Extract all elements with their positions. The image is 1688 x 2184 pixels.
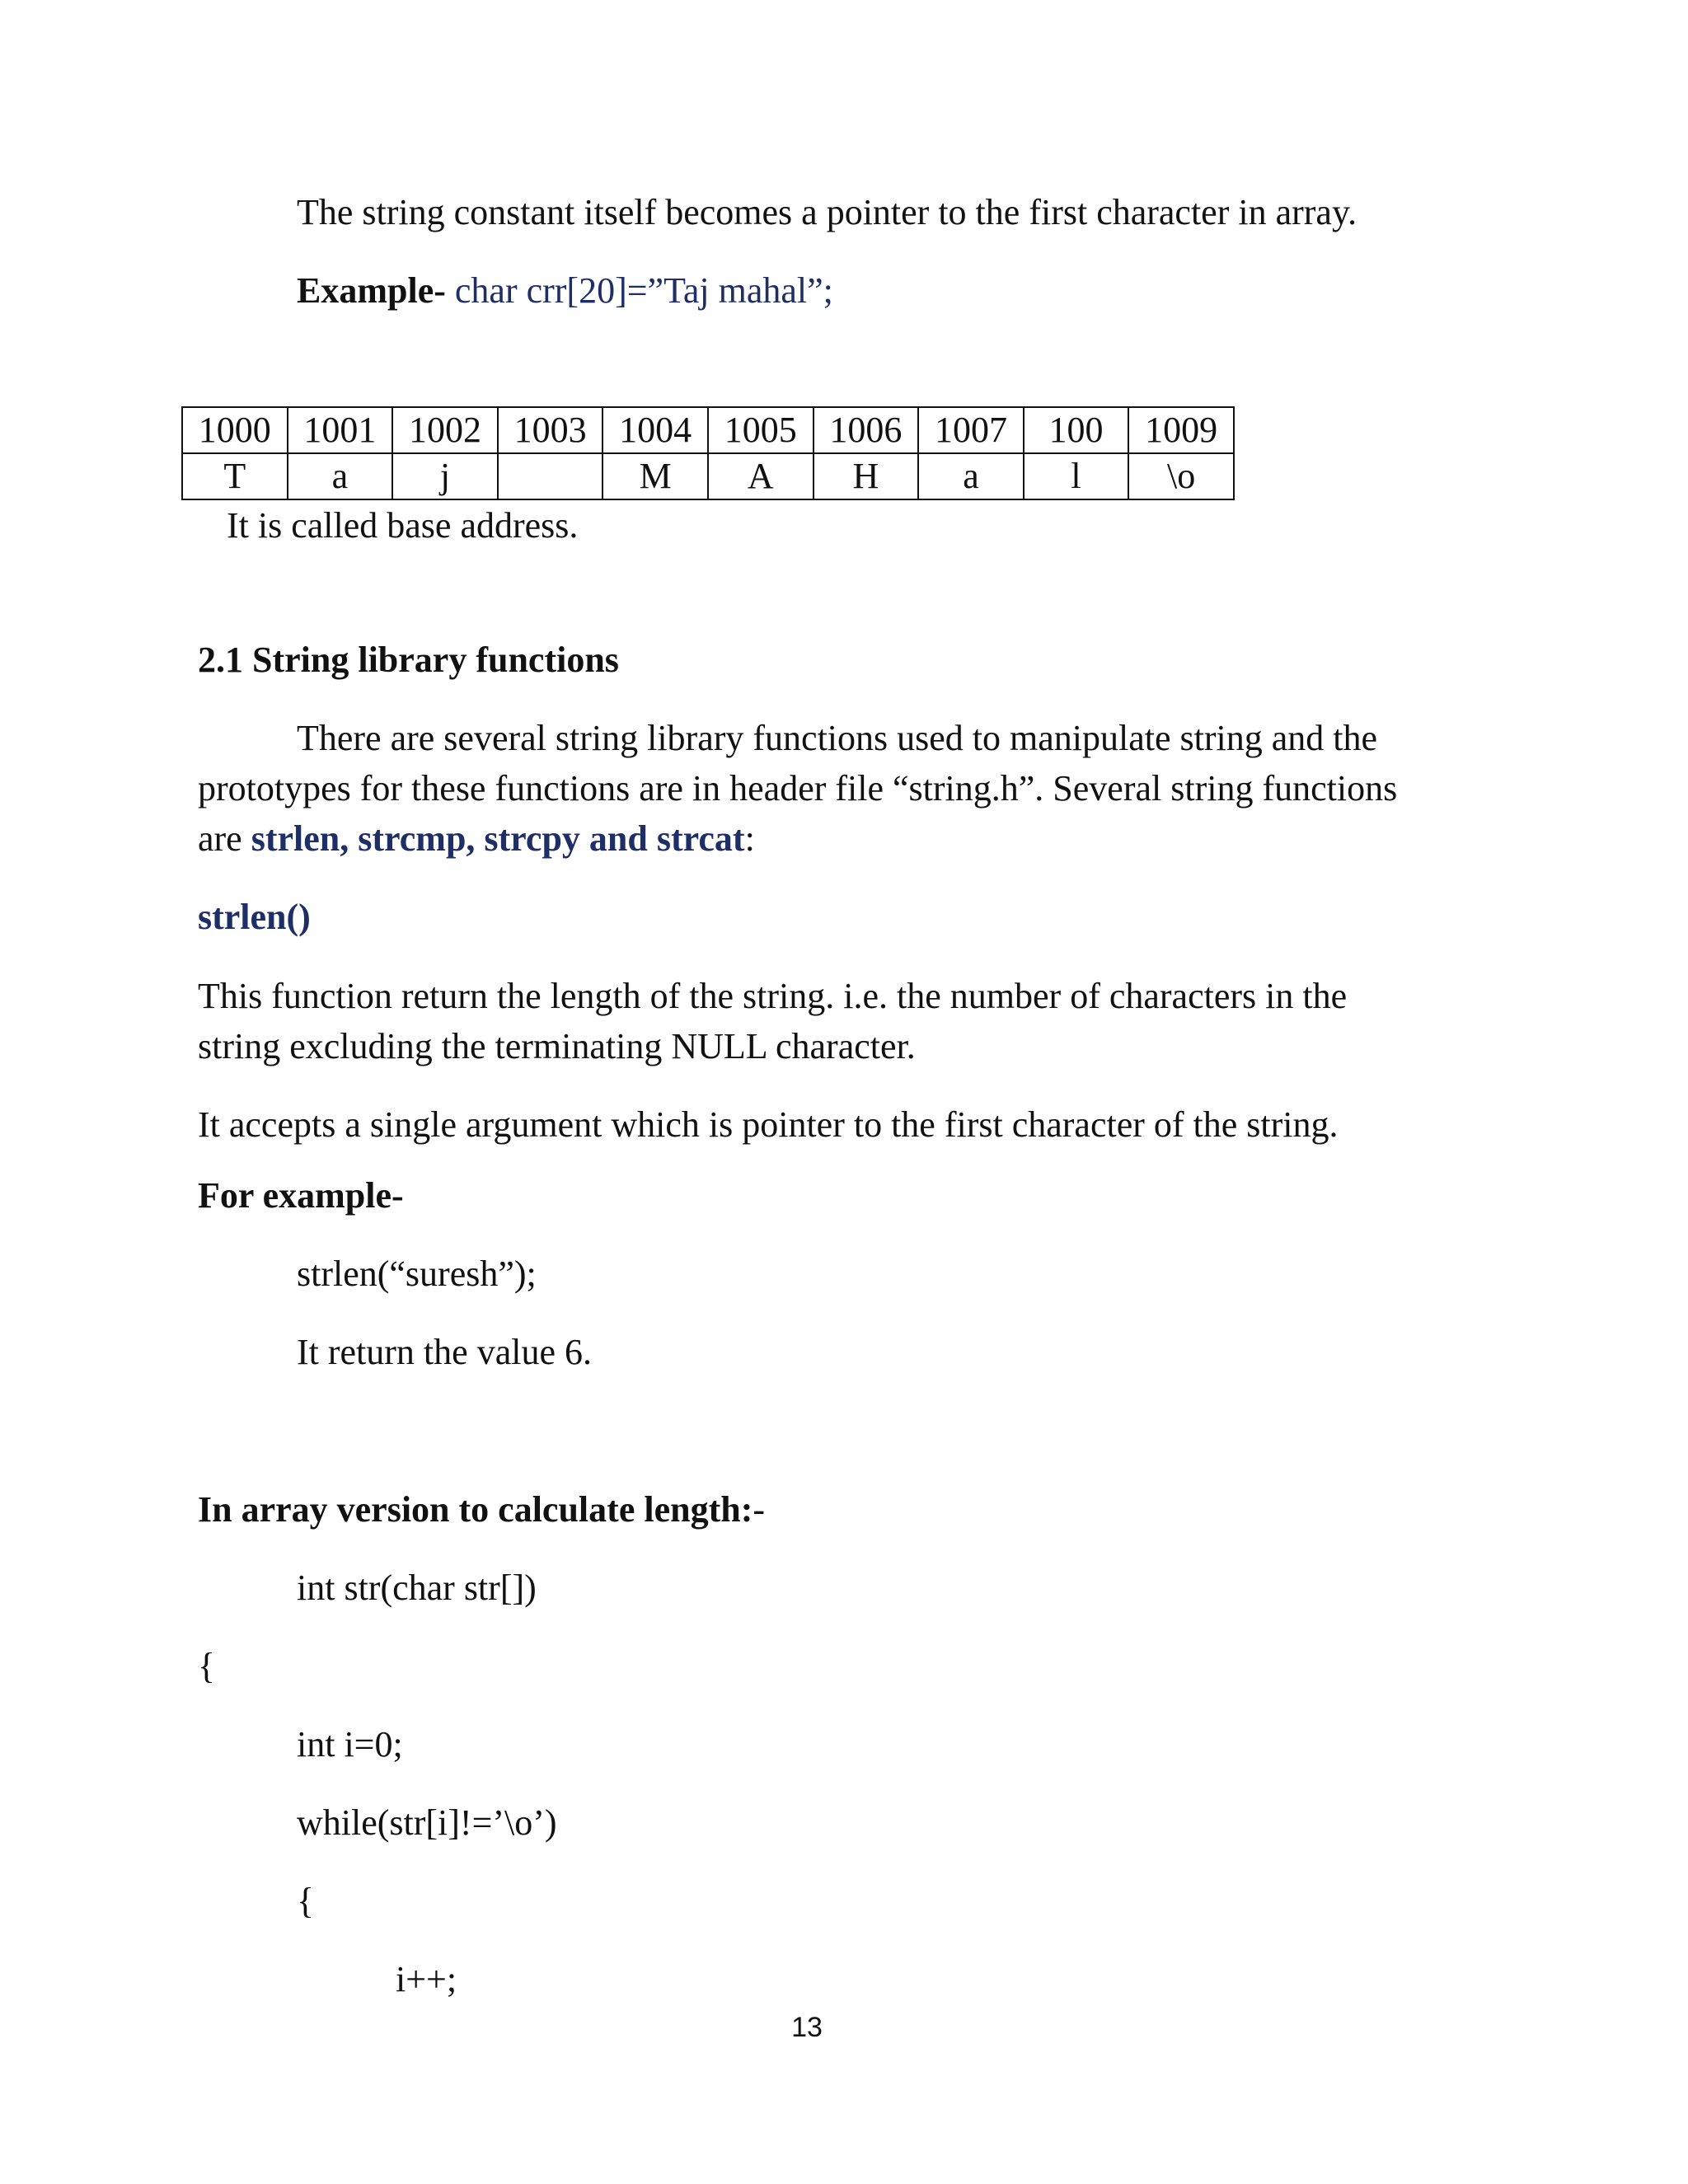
section-para-line-3 bbox=[198, 818, 755, 860]
array-version-heading bbox=[198, 1488, 765, 1531]
strlen-desc-line-3: It accepts a single argument which is pointer to the first character of the string. bbox=[198, 1104, 1339, 1145]
address-cell: 1006 bbox=[814, 407, 919, 453]
char-row bbox=[182, 453, 1234, 499]
page-number: 13 bbox=[791, 2012, 823, 2043]
address-cell: 1007 bbox=[918, 407, 1024, 453]
address-cell: 1009 bbox=[1128, 407, 1234, 453]
array-heading-suffix: - bbox=[753, 1489, 765, 1530]
address-cell: 1004 bbox=[603, 407, 708, 453]
address-cell: 1000 bbox=[182, 407, 288, 453]
code-line: int str(char str[]) bbox=[297, 1568, 537, 1608]
strlen-heading: strlen() bbox=[198, 897, 311, 937]
char-cell: a bbox=[288, 453, 393, 499]
array-heading-text: In array version to calculate length: bbox=[198, 1489, 753, 1530]
char-cell: j bbox=[392, 453, 498, 499]
address-cell: 100 bbox=[1024, 407, 1129, 453]
code-line: { bbox=[297, 1881, 315, 1921]
example-label: Example- bbox=[297, 270, 446, 311]
address-cell: 1001 bbox=[288, 407, 393, 453]
for-example-label: For example- bbox=[198, 1175, 404, 1216]
function-list: strlen, strcmp, strcpy and strcat bbox=[251, 818, 745, 859]
section-para-line-1: There are several string library functions used to manipulate string and the bbox=[297, 718, 1378, 758]
strlen-desc-line-1: This function return the length of the string. i.e. the number of characters in the bbox=[198, 976, 1348, 1016]
char-cell: H bbox=[814, 453, 919, 499]
address-cell: 1003 bbox=[498, 407, 603, 453]
code-line: int i=0; bbox=[297, 1724, 403, 1765]
strlen-example-result: It return the value 6. bbox=[297, 1332, 592, 1372]
char-cell: l bbox=[1024, 453, 1129, 499]
intro-text: The string constant itself becomes a pointer to the first character in array. bbox=[297, 192, 1357, 232]
address-row bbox=[182, 407, 1234, 453]
section-para-line-2: prototypes for these functions are in header file “string.h”. Several string functions bbox=[198, 768, 1398, 808]
address-cell: 1005 bbox=[708, 407, 814, 453]
char-cell: M bbox=[603, 453, 708, 499]
strlen-example-call: strlen(“suresh”); bbox=[297, 1254, 537, 1294]
para-suffix: : bbox=[744, 818, 755, 859]
example-line bbox=[297, 269, 833, 312]
char-cell: A bbox=[708, 453, 814, 499]
address-cell: 1002 bbox=[392, 407, 498, 453]
char-cell bbox=[498, 453, 603, 499]
example-code: char crr[20]=”Taj mahal”; bbox=[445, 270, 833, 311]
code-line: i++; bbox=[396, 1959, 457, 1999]
para-prefix: are bbox=[198, 818, 251, 859]
char-cell: T bbox=[182, 453, 288, 499]
strlen-desc-line-2: string excluding the terminating NULL character. bbox=[198, 1026, 916, 1066]
char-cell: a bbox=[918, 453, 1024, 499]
code-line: while(str[i]!=’\o’) bbox=[297, 1802, 557, 1843]
section-heading: 2.1 String library functions bbox=[198, 640, 619, 680]
code-line: { bbox=[198, 1646, 216, 1686]
memory-table bbox=[181, 406, 1235, 500]
char-cell: \o bbox=[1128, 453, 1234, 499]
base-address-note: It is called base address. bbox=[227, 505, 579, 546]
